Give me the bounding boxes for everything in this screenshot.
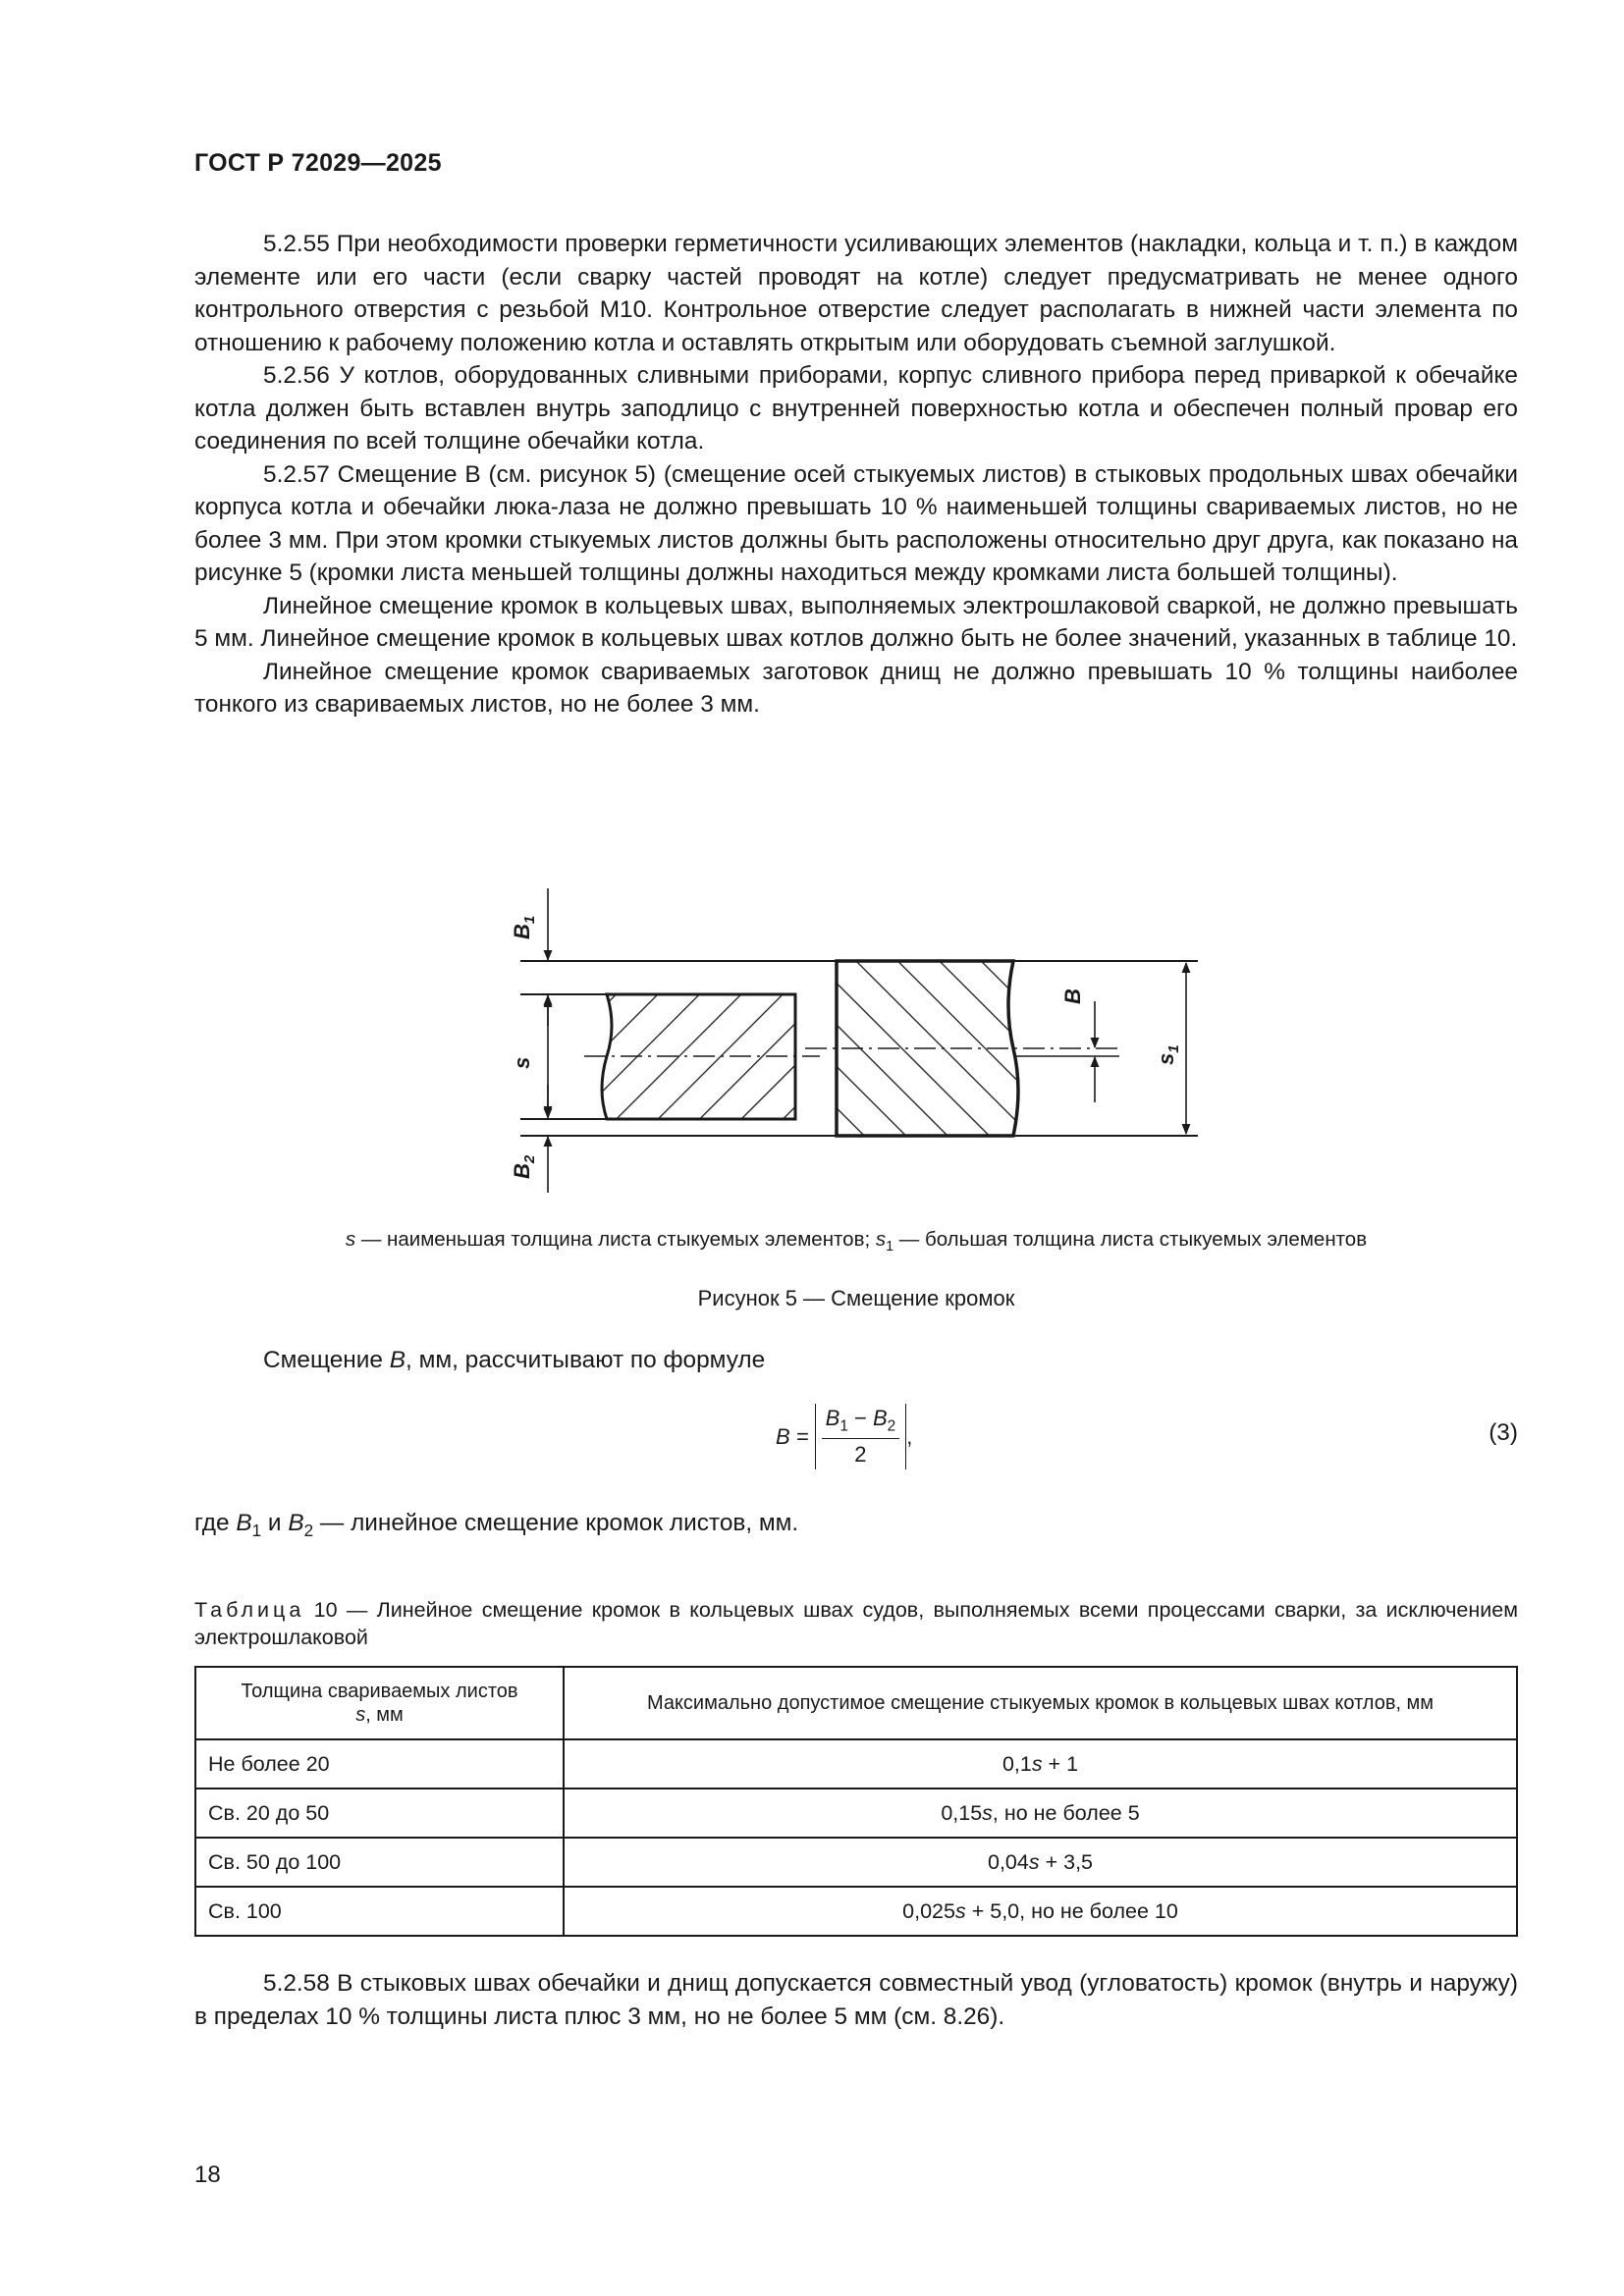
formula-b1-sub: 1 [839,1417,848,1435]
section-body [194,228,1518,721]
figure-legend [194,1228,1518,1255]
paragraph-5-2-55: 5.2.55 При необходимости проверки герметичности усиливающих элементов (накладки, кольца и т. п.) в каждом элементе или его части (если сварку частей проводят на котле) следует предусматривать не менее одного контрольного отверстия с резьбой М10. Контрольное отверстие следует располагать в нижней части элемента по отношению к рабочему положению котла и оставлять открытым или оборудовать съемной заглушкой. [194,231,1518,356]
formula-b2: B [872,1406,888,1430]
edge-offset-drawing [481,879,1227,1202]
legend-s1-sub: 1 [886,1239,894,1255]
formula-abs [815,1404,907,1469]
offset-var: s [1028,1849,1040,1874]
paragraph-head-offset: Линейное смещение кромок свариваемых заготовок днищ не должно превышать 10 % толщины наиболее тонкого из свариваемых листов, но не более 3 мм. [194,658,1518,718]
legend-s1-text: — большая толщина листа стыкуемых элементов [893,1228,1368,1251]
label-b2: $B_2$ [510,1154,538,1179]
paragraph-5-2-56: 5.2.56 У котлов, оборудованных сливными приборами, корпус сливного прибора перед приваркой к обечайке котла должен быть вставлен внутрь заподлицо с внутренней поверхностью котла и обеспечен полный провар его соединения по всей толщине обечайки котла. [194,362,1518,454]
page-number: 18 [194,2162,221,2188]
formula-numerator [822,1406,900,1439]
formula-intro-b: , мм, рассчитывают по формуле [406,1347,766,1373]
where-a: где [194,1510,237,1536]
document-header: ГОСТ Р 72029—2025 [194,149,442,177]
offset-post: + 1 [1042,1751,1079,1776]
table-title-text: 10 — Линейное смещение кромок в кольцевых швах судов, выполняемых всеми процессами сварки, за исключением электрошлаковой [194,1598,1518,1649]
cell-offset [564,1739,1517,1789]
table-row [195,1789,1517,1838]
cell-thickness: Св. 50 до 100 [195,1838,564,1887]
where-b1: B [236,1510,252,1536]
formula-where [194,1510,798,1541]
label-s: s [510,1056,534,1069]
col1-header-line1: Толщина свариваемых листов [241,1681,518,1702]
table-title [194,1596,1518,1651]
paragraph-5-2-57: 5.2.57 Смещение В (см. рисунок 5) (смещение осей стыкуемых листов) в стыковых продольных швах обечайки корпуса котла и обечайки люка-лаза не должно превышать 10 % наименьшей толщины свариваемых листов, но не более 3 мм. При этом кромки стыкуемых листов должны быть расположены относительно друг друга, как показано на рисунке 5 (кромки листа меньшей толщины должны находиться между кромками листа большей толщины). [194,460,1518,586]
legend-s1-symbol: s [875,1228,887,1251]
offset-pre: 0,025 [902,1898,955,1923]
label-b1: $B_1$ [510,915,538,939]
formula-intro [263,1347,765,1374]
label-b: B [1060,988,1085,1004]
where-text: — линейное смещение кромок листов, мм. [313,1510,799,1536]
section-5-2-58 [194,1967,1518,2033]
table-header-row [195,1667,1517,1739]
offset-post: , но не более 5 [992,1800,1140,1825]
formula-number: (3) [1489,1419,1518,1446]
offset-post: + 5,0, но не более 10 [965,1898,1178,1923]
formula-fraction [822,1406,900,1468]
offset-var: s [954,1898,966,1923]
formula-3 [776,1404,912,1469]
formula-minus: − [847,1406,873,1430]
cell-offset [564,1838,1517,1887]
legend-s-symbol: s [345,1228,356,1251]
cell-offset [564,1887,1517,1936]
where-b1-sub: 1 [251,1521,262,1540]
formula-comma: , [906,1423,913,1449]
offset-post: + 3,5 [1039,1849,1093,1874]
formula-lhs: B = [776,1423,809,1449]
col1-header-var: s [355,1704,366,1726]
table-title-word: Таблица [194,1598,305,1622]
col1-header-unit: , мм [365,1704,404,1726]
formula-intro-var: B [389,1347,406,1373]
table-row [195,1838,1517,1887]
where-b2: B [288,1510,304,1536]
figure-title: Рисунок 5 — Смещение кромок [697,1286,1015,1310]
cell-thickness: Св. 20 до 50 [195,1789,564,1838]
offset-pre: 0,04 [988,1849,1029,1874]
formula-intro-a: Смещение [263,1347,390,1373]
cell-thickness: Не более 20 [195,1739,564,1789]
offset-pre: 0,1 [1001,1751,1032,1776]
cell-thickness: Св. 100 [195,1887,564,1936]
table-10 [194,1666,1518,1937]
label-s1: $s_1$ [1154,1044,1182,1065]
formula-b1: B [825,1406,840,1430]
where-and: и [261,1510,289,1536]
figure-5 [481,879,1227,1207]
legend-s-text: — наименьшая толщина листа стыкуемых элементов; [355,1228,876,1251]
table-row [195,1739,1517,1789]
table-row [195,1887,1517,1936]
paragraph-electroslag-offset: Линейное смещение кромок в кольцевых швах, выполняемых электрошлаковой сваркой, не должно превышать 5 мм. Линейное смещение кромок в кольцевых швах котлов должно быть не более значений, указанных в таблице 10. [194,592,1518,652]
paragraph-5-2-58: 5.2.58 В стыковых швах обечайки и днищ допускается совместный увод (угловатость) кромок (внутрь и наружу) в пределах 10 % толщины листа плюс 3 мм, но не более 5 мм (см. 8.26). [194,1970,1518,2030]
formula-denominator: 2 [854,1442,867,1468]
col-thickness-header [195,1667,564,1739]
formula-b2-sub: 2 [887,1417,896,1435]
cell-offset [564,1789,1517,1838]
where-b2-sub: 2 [303,1521,314,1540]
col-offset-header: Максимально допустимое смещение стыкуемых кромок в кольцевых швах котлов, мм [564,1667,1517,1739]
offset-var: s [982,1800,993,1825]
offset-pre: 0,15 [941,1800,983,1825]
offset-var: s [1031,1751,1043,1776]
